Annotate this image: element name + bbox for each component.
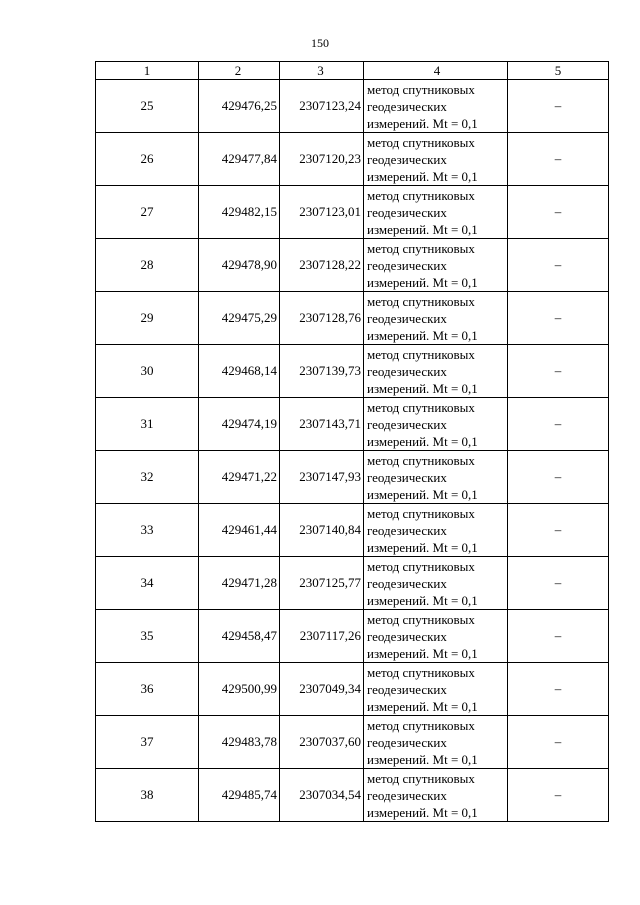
- point-number-cell: 36: [96, 663, 199, 716]
- method-line: метод спутниковых: [367, 664, 475, 680]
- method-line: геодезических: [367, 151, 447, 167]
- y-coordinate-cell: 2307120,23: [280, 133, 364, 186]
- method-line: измерений. Mt = 0,1: [367, 115, 478, 131]
- col5-cell: –: [508, 504, 609, 557]
- method-line: геодезических: [367, 628, 447, 644]
- point-number-cell: 35: [96, 610, 199, 663]
- x-coordinate-cell: 429471,28: [199, 557, 280, 610]
- col5-cell: –: [508, 186, 609, 239]
- page-number: 150: [311, 36, 329, 50]
- method-line: метод спутниковых: [367, 399, 475, 415]
- method-line: метод спутниковых: [367, 293, 475, 309]
- header-col-4: 4: [364, 62, 508, 80]
- table-row: [96, 663, 609, 716]
- method-line: измерений. Mt = 0,1: [367, 433, 478, 449]
- method-line: измерений. Mt = 0,1: [367, 645, 478, 661]
- point-number-cell: 28: [96, 239, 199, 292]
- point-number-cell: 38: [96, 769, 199, 822]
- table-row: [96, 610, 609, 663]
- method-line: геодезических: [367, 734, 447, 750]
- method-line: геодезических: [367, 310, 447, 326]
- method-line: геодезических: [367, 681, 447, 697]
- method-line: геодезических: [367, 416, 447, 432]
- method-cell: [364, 133, 508, 186]
- method-cell: [364, 345, 508, 398]
- method-line: геодезических: [367, 469, 447, 485]
- col5-cell: –: [508, 769, 609, 822]
- table-row: [96, 769, 609, 822]
- y-coordinate-cell: 2307049,34: [280, 663, 364, 716]
- method-line: измерений. Mt = 0,1: [367, 592, 478, 608]
- x-coordinate-cell: 429471,22: [199, 451, 280, 504]
- x-coordinate-cell: 429475,29: [199, 292, 280, 345]
- table-row: [96, 345, 609, 398]
- x-coordinate-cell: 429474,19: [199, 398, 280, 451]
- y-coordinate-cell: 2307123,24: [280, 80, 364, 133]
- header-col-2: 2: [199, 62, 280, 80]
- table-row: [96, 398, 609, 451]
- method-line: метод спутниковых: [367, 346, 475, 362]
- point-number-cell: 27: [96, 186, 199, 239]
- point-number-cell: 37: [96, 716, 199, 769]
- table-row: [96, 80, 609, 133]
- x-coordinate-cell: 429477,84: [199, 133, 280, 186]
- col5-cell: –: [508, 80, 609, 133]
- y-coordinate-cell: 2307117,26: [280, 610, 364, 663]
- method-line: метод спутниковых: [367, 452, 475, 468]
- point-number-cell: 33: [96, 504, 199, 557]
- method-line: измерений. Mt = 0,1: [367, 804, 478, 820]
- point-number-cell: 25: [96, 80, 199, 133]
- col5-cell: –: [508, 716, 609, 769]
- method-line: метод спутниковых: [367, 81, 475, 97]
- method-cell: [364, 663, 508, 716]
- y-coordinate-cell: 2307139,73: [280, 345, 364, 398]
- table-row: [96, 292, 609, 345]
- method-line: метод спутниковых: [367, 611, 475, 627]
- col5-cell: –: [508, 663, 609, 716]
- method-line: метод спутниковых: [367, 505, 475, 521]
- coordinates-table: [95, 61, 609, 822]
- col5-cell: –: [508, 610, 609, 663]
- point-number-cell: 34: [96, 557, 199, 610]
- method-line: метод спутниковых: [367, 770, 475, 786]
- method-cell: [364, 451, 508, 504]
- method-line: измерений. Mt = 0,1: [367, 751, 478, 767]
- table-row: [96, 716, 609, 769]
- x-coordinate-cell: 429482,15: [199, 186, 280, 239]
- method-line: измерений. Mt = 0,1: [367, 380, 478, 396]
- col5-cell: –: [508, 239, 609, 292]
- method-line: метод спутниковых: [367, 717, 475, 733]
- method-line: геодезических: [367, 257, 447, 273]
- method-cell: [364, 610, 508, 663]
- method-line: измерений. Mt = 0,1: [367, 539, 478, 555]
- table-row: [96, 504, 609, 557]
- point-number-cell: 31: [96, 398, 199, 451]
- y-coordinate-cell: 2307037,60: [280, 716, 364, 769]
- method-line: геодезических: [367, 522, 447, 538]
- x-coordinate-cell: 429476,25: [199, 80, 280, 133]
- method-line: измерений. Mt = 0,1: [367, 274, 478, 290]
- y-coordinate-cell: 2307125,77: [280, 557, 364, 610]
- method-cell: [364, 186, 508, 239]
- method-line: метод спутниковых: [367, 134, 475, 150]
- y-coordinate-cell: 2307128,76: [280, 292, 364, 345]
- method-line: геодезических: [367, 575, 447, 591]
- x-coordinate-cell: 429458,47: [199, 610, 280, 663]
- table-row: [96, 239, 609, 292]
- method-line: измерений. Mt = 0,1: [367, 168, 478, 184]
- method-line: геодезических: [367, 787, 447, 803]
- point-number-cell: 26: [96, 133, 199, 186]
- col5-cell: –: [508, 398, 609, 451]
- table-row: [96, 451, 609, 504]
- method-cell: [364, 80, 508, 133]
- x-coordinate-cell: 429478,90: [199, 239, 280, 292]
- method-cell: [364, 769, 508, 822]
- y-coordinate-cell: 2307140,84: [280, 504, 364, 557]
- table-row: [96, 186, 609, 239]
- method-cell: [364, 239, 508, 292]
- method-line: метод спутниковых: [367, 187, 475, 203]
- method-cell: [364, 716, 508, 769]
- y-coordinate-cell: 2307123,01: [280, 186, 364, 239]
- table-header-row: [96, 62, 609, 80]
- method-cell: [364, 504, 508, 557]
- point-number-cell: 29: [96, 292, 199, 345]
- y-coordinate-cell: 2307143,71: [280, 398, 364, 451]
- method-line: геодезических: [367, 363, 447, 379]
- method-line: метод спутниковых: [367, 558, 475, 574]
- point-number-cell: 30: [96, 345, 199, 398]
- method-line: измерений. Mt = 0,1: [367, 486, 478, 502]
- header-col-3: 3: [280, 62, 364, 80]
- col5-cell: –: [508, 345, 609, 398]
- col5-cell: –: [508, 292, 609, 345]
- table-body: [96, 80, 609, 822]
- method-cell: [364, 398, 508, 451]
- method-line: геодезических: [367, 98, 447, 114]
- method-line: измерений. Mt = 0,1: [367, 221, 478, 237]
- x-coordinate-cell: 429485,74: [199, 769, 280, 822]
- method-line: измерений. Mt = 0,1: [367, 327, 478, 343]
- x-coordinate-cell: 429468,14: [199, 345, 280, 398]
- y-coordinate-cell: 2307128,22: [280, 239, 364, 292]
- table-row: [96, 133, 609, 186]
- col5-cell: –: [508, 133, 609, 186]
- x-coordinate-cell: 429461,44: [199, 504, 280, 557]
- header-col-5: 5: [508, 62, 609, 80]
- y-coordinate-cell: 2307147,93: [280, 451, 364, 504]
- col5-cell: –: [508, 557, 609, 610]
- col5-cell: –: [508, 451, 609, 504]
- x-coordinate-cell: 429500,99: [199, 663, 280, 716]
- header-col-1: 1: [96, 62, 199, 80]
- method-cell: [364, 292, 508, 345]
- method-line: геодезических: [367, 204, 447, 220]
- method-cell: [364, 557, 508, 610]
- x-coordinate-cell: 429483,78: [199, 716, 280, 769]
- table-row: [96, 557, 609, 610]
- point-number-cell: 32: [96, 451, 199, 504]
- method-line: измерений. Mt = 0,1: [367, 698, 478, 714]
- y-coordinate-cell: 2307034,54: [280, 769, 364, 822]
- method-line: метод спутниковых: [367, 240, 475, 256]
